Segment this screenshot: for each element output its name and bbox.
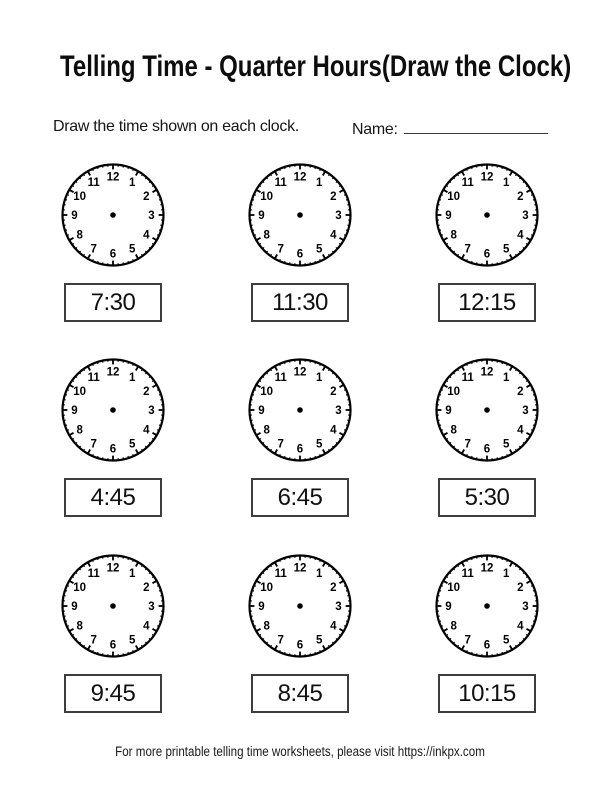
dial-number: 5 — [316, 438, 323, 451]
dial-number: 11 — [461, 371, 474, 384]
dial-number: 9 — [445, 601, 452, 614]
minute-tick — [310, 653, 311, 656]
minute-tick — [250, 616, 253, 617]
page-title: Telling Time - Quarter Hours(Draw the Clock) — [60, 50, 572, 83]
dial-number: 4 — [143, 620, 150, 633]
dial-number: 12 — [480, 171, 494, 184]
time-label-box — [251, 478, 349, 517]
minute-tick — [123, 556, 124, 559]
clock-dial-svg — [60, 162, 166, 268]
clock-cell — [434, 357, 540, 517]
minute-tick — [160, 204, 163, 205]
minute-tick — [289, 457, 290, 460]
minute-tick — [437, 616, 440, 617]
dial-number: 12 — [106, 171, 120, 184]
dial-number: 7 — [464, 634, 471, 647]
clock-face[interactable] — [60, 162, 166, 268]
dial-number: 4 — [143, 229, 150, 242]
minute-tick — [63, 420, 66, 421]
dial-number: 1 — [129, 371, 136, 384]
dial-number: 1 — [316, 567, 323, 580]
minute-tick — [310, 556, 311, 559]
time-label: 5:30 — [464, 483, 510, 511]
dial-number: 10 — [260, 581, 274, 594]
clock-face[interactable] — [247, 162, 353, 268]
dial-number: 8 — [263, 424, 270, 437]
time-label-box — [64, 283, 162, 322]
dial-number: 1 — [129, 176, 136, 189]
minute-tick — [534, 616, 537, 617]
minute-tick — [437, 225, 440, 226]
clock-dial-svg — [247, 162, 353, 268]
dial-number: 12 — [106, 366, 120, 379]
minute-tick — [347, 420, 350, 421]
dial-number: 8 — [263, 620, 270, 633]
dial-number: 8 — [76, 229, 83, 242]
dial-number: 12 — [293, 562, 307, 575]
minute-tick — [437, 399, 440, 400]
dial-number: 10 — [447, 581, 461, 594]
minute-tick — [347, 225, 350, 226]
dial-number: 1 — [503, 567, 510, 580]
time-label: 10:15 — [458, 679, 516, 707]
clock-dial-svg — [434, 357, 540, 463]
minute-tick — [102, 360, 103, 363]
time-label: 12:15 — [458, 288, 516, 316]
dial-number: 11 — [87, 371, 100, 384]
dial-number: 3 — [335, 601, 342, 614]
clock-face[interactable] — [60, 553, 166, 659]
minute-tick — [476, 262, 477, 265]
dial-number: 12 — [293, 171, 307, 184]
time-label-box — [251, 674, 349, 713]
clock-face[interactable] — [434, 553, 540, 659]
minute-tick — [160, 595, 163, 596]
dial-number: 10 — [260, 385, 274, 398]
minute-tick — [310, 360, 311, 363]
minute-tick — [160, 616, 163, 617]
minute-tick — [497, 457, 498, 460]
time-label: 6:45 — [277, 483, 323, 511]
dial-number: 7 — [90, 438, 97, 451]
dial-number: 9 — [258, 405, 265, 418]
clock-cell — [247, 553, 353, 713]
dial-number: 8 — [450, 620, 457, 633]
dial-number: 3 — [148, 601, 155, 614]
dial-number: 5 — [503, 438, 510, 451]
minute-tick — [476, 653, 477, 656]
clock-center-dot — [297, 212, 303, 218]
dial-number: 2 — [143, 385, 150, 398]
minute-tick — [289, 653, 290, 656]
dial-number: 9 — [258, 601, 265, 614]
minute-tick — [310, 457, 311, 460]
clock-dial-svg — [60, 357, 166, 463]
dial-number: 7 — [464, 438, 471, 451]
minute-tick — [497, 262, 498, 265]
dial-number: 8 — [76, 424, 83, 437]
clock-center-dot — [110, 407, 116, 413]
minute-tick — [250, 420, 253, 421]
dial-number: 6 — [109, 248, 117, 261]
dial-number: 5 — [316, 243, 323, 256]
minute-tick — [123, 457, 124, 460]
time-label: 7:30 — [90, 288, 136, 316]
time-label-box — [438, 478, 536, 517]
minute-tick — [102, 556, 103, 559]
clock-dial-svg — [247, 357, 353, 463]
minute-tick — [437, 595, 440, 596]
time-label: 4:45 — [90, 483, 136, 511]
dial-number: 3 — [522, 210, 529, 223]
minute-tick — [123, 360, 124, 363]
clock-center-dot — [110, 212, 116, 218]
minute-tick — [289, 262, 290, 265]
dial-number: 11 — [461, 567, 474, 580]
footer-text: For more printable telling time worksheets, please visit https://inkpx.com — [115, 744, 485, 759]
dial-number: 11 — [87, 567, 100, 580]
dial-number: 12 — [106, 562, 120, 575]
dial-number: 11 — [274, 176, 287, 189]
clock-center-dot — [484, 603, 490, 609]
minute-tick — [63, 595, 66, 596]
minute-tick — [476, 457, 477, 460]
time-label: 8:45 — [277, 679, 323, 707]
dial-number: 10 — [447, 190, 461, 203]
minute-tick — [347, 399, 350, 400]
clock-face[interactable] — [434, 357, 540, 463]
minute-tick — [534, 204, 537, 205]
minute-tick — [250, 204, 253, 205]
dial-number: 7 — [277, 243, 284, 256]
dial-number: 3 — [335, 405, 342, 418]
clock-dial-svg — [247, 553, 353, 659]
minute-tick — [310, 165, 311, 168]
minute-tick — [347, 595, 350, 596]
dial-number: 6 — [296, 443, 304, 456]
minute-tick — [534, 399, 537, 400]
minute-tick — [497, 653, 498, 656]
dial-number: 8 — [76, 620, 83, 633]
dial-number: 2 — [143, 190, 150, 203]
minute-tick — [123, 653, 124, 656]
dial-number: 4 — [330, 424, 337, 437]
dial-number: 9 — [71, 405, 78, 418]
clock-dial-svg — [434, 553, 540, 659]
minute-tick — [534, 225, 537, 226]
clock-face[interactable] — [60, 357, 166, 463]
clock-cell — [60, 553, 166, 713]
dial-number: 9 — [445, 405, 452, 418]
clock-cell — [247, 357, 353, 517]
dial-number: 5 — [129, 243, 136, 256]
dial-number: 2 — [330, 385, 337, 398]
dial-number: 3 — [148, 210, 155, 223]
clock-center-dot — [484, 407, 490, 413]
dial-number: 4 — [517, 620, 524, 633]
time-label-box — [438, 674, 536, 713]
dial-number: 7 — [277, 634, 284, 647]
dial-number: 5 — [129, 634, 136, 647]
dial-number: 5 — [316, 634, 323, 647]
dial-number: 12 — [480, 562, 494, 575]
time-label: 11:30 — [272, 288, 328, 316]
dial-number: 6 — [109, 639, 117, 652]
time-label-box — [64, 478, 162, 517]
dial-number: 7 — [90, 243, 97, 256]
minute-tick — [289, 556, 290, 559]
dial-number: 4 — [517, 229, 524, 242]
minute-tick — [63, 204, 66, 205]
instruction-text: Draw the time shown on each clock. — [53, 118, 299, 135]
minute-tick — [63, 225, 66, 226]
dial-number: 2 — [143, 581, 150, 594]
minute-tick — [102, 165, 103, 168]
time-label-box — [438, 283, 536, 322]
minute-tick — [160, 399, 163, 400]
minute-tick — [347, 616, 350, 617]
dial-number: 3 — [522, 601, 529, 614]
dial-number: 10 — [73, 190, 87, 203]
minute-tick — [497, 360, 498, 363]
dial-number: 4 — [330, 229, 337, 242]
dial-number: 3 — [148, 405, 155, 418]
dial-number: 11 — [274, 567, 287, 580]
clock-cell — [60, 357, 166, 517]
dial-number: 1 — [503, 371, 510, 384]
name-underline[interactable] — [404, 118, 548, 134]
dial-number: 5 — [503, 634, 510, 647]
name-field — [352, 118, 548, 139]
dial-number: 6 — [296, 248, 304, 261]
time-label: 9:45 — [90, 679, 136, 707]
dial-number: 2 — [330, 190, 337, 203]
dial-number: 8 — [450, 229, 457, 242]
minute-tick — [497, 165, 498, 168]
dial-number: 6 — [483, 639, 491, 652]
time-label-box — [64, 674, 162, 713]
time-label-box — [251, 283, 349, 322]
minute-tick — [250, 225, 253, 226]
minute-tick — [102, 653, 103, 656]
dial-number: 1 — [316, 371, 323, 384]
minute-tick — [250, 399, 253, 400]
minute-tick — [534, 595, 537, 596]
minute-tick — [160, 225, 163, 226]
clock-face[interactable] — [247, 357, 353, 463]
minute-tick — [497, 556, 498, 559]
dial-number: 7 — [277, 438, 284, 451]
dial-number: 6 — [483, 248, 491, 261]
clock-center-dot — [297, 407, 303, 413]
minute-tick — [347, 204, 350, 205]
minute-tick — [476, 165, 477, 168]
minute-tick — [123, 165, 124, 168]
dial-number: 2 — [517, 385, 524, 398]
dial-number: 2 — [517, 581, 524, 594]
dial-number: 6 — [296, 639, 304, 652]
minute-tick — [123, 262, 124, 265]
minute-tick — [63, 399, 66, 400]
clock-dial-svg — [434, 162, 540, 268]
dial-number: 11 — [461, 176, 474, 189]
dial-number: 2 — [330, 581, 337, 594]
dial-number: 4 — [143, 424, 150, 437]
minute-tick — [534, 420, 537, 421]
minute-tick — [437, 204, 440, 205]
clock-cell — [434, 162, 540, 322]
name-label: Name: — [352, 121, 398, 138]
dial-number: 6 — [483, 443, 491, 456]
dial-number: 9 — [71, 210, 78, 223]
clock-face[interactable] — [247, 553, 353, 659]
dial-number: 10 — [447, 385, 461, 398]
dial-number: 5 — [129, 438, 136, 451]
clock-center-dot — [110, 603, 116, 609]
dial-number: 10 — [260, 190, 274, 203]
dial-number: 4 — [517, 424, 524, 437]
dial-number: 6 — [109, 443, 117, 456]
dial-number: 5 — [503, 243, 510, 256]
minute-tick — [476, 556, 477, 559]
minute-tick — [102, 262, 103, 265]
dial-number: 2 — [517, 190, 524, 203]
dial-number: 9 — [258, 210, 265, 223]
dial-number: 7 — [464, 243, 471, 256]
dial-number: 11 — [274, 371, 287, 384]
minute-tick — [63, 616, 66, 617]
dial-number: 9 — [71, 601, 78, 614]
dial-number: 8 — [450, 424, 457, 437]
minute-tick — [437, 420, 440, 421]
dial-number: 1 — [503, 176, 510, 189]
minute-tick — [102, 457, 103, 460]
dial-number: 9 — [445, 210, 452, 223]
minute-tick — [476, 360, 477, 363]
dial-number: 12 — [480, 366, 494, 379]
dial-number: 1 — [316, 176, 323, 189]
minute-tick — [289, 360, 290, 363]
minute-tick — [160, 420, 163, 421]
clock-cell — [60, 162, 166, 322]
dial-number: 11 — [87, 176, 100, 189]
dial-number: 7 — [90, 634, 97, 647]
minute-tick — [289, 165, 290, 168]
dial-number: 3 — [335, 210, 342, 223]
clock-cell — [434, 553, 540, 713]
dial-number: 10 — [73, 385, 87, 398]
dial-number: 8 — [263, 229, 270, 242]
clock-face[interactable] — [434, 162, 540, 268]
minute-tick — [310, 262, 311, 265]
clock-dial-svg — [60, 553, 166, 659]
clock-cell — [247, 162, 353, 322]
dial-number: 4 — [330, 620, 337, 633]
clock-center-dot — [484, 212, 490, 218]
dial-number: 10 — [73, 581, 87, 594]
minute-tick — [250, 595, 253, 596]
dial-number: 3 — [522, 405, 529, 418]
dial-number: 1 — [129, 567, 136, 580]
clock-center-dot — [297, 603, 303, 609]
dial-number: 12 — [293, 366, 307, 379]
